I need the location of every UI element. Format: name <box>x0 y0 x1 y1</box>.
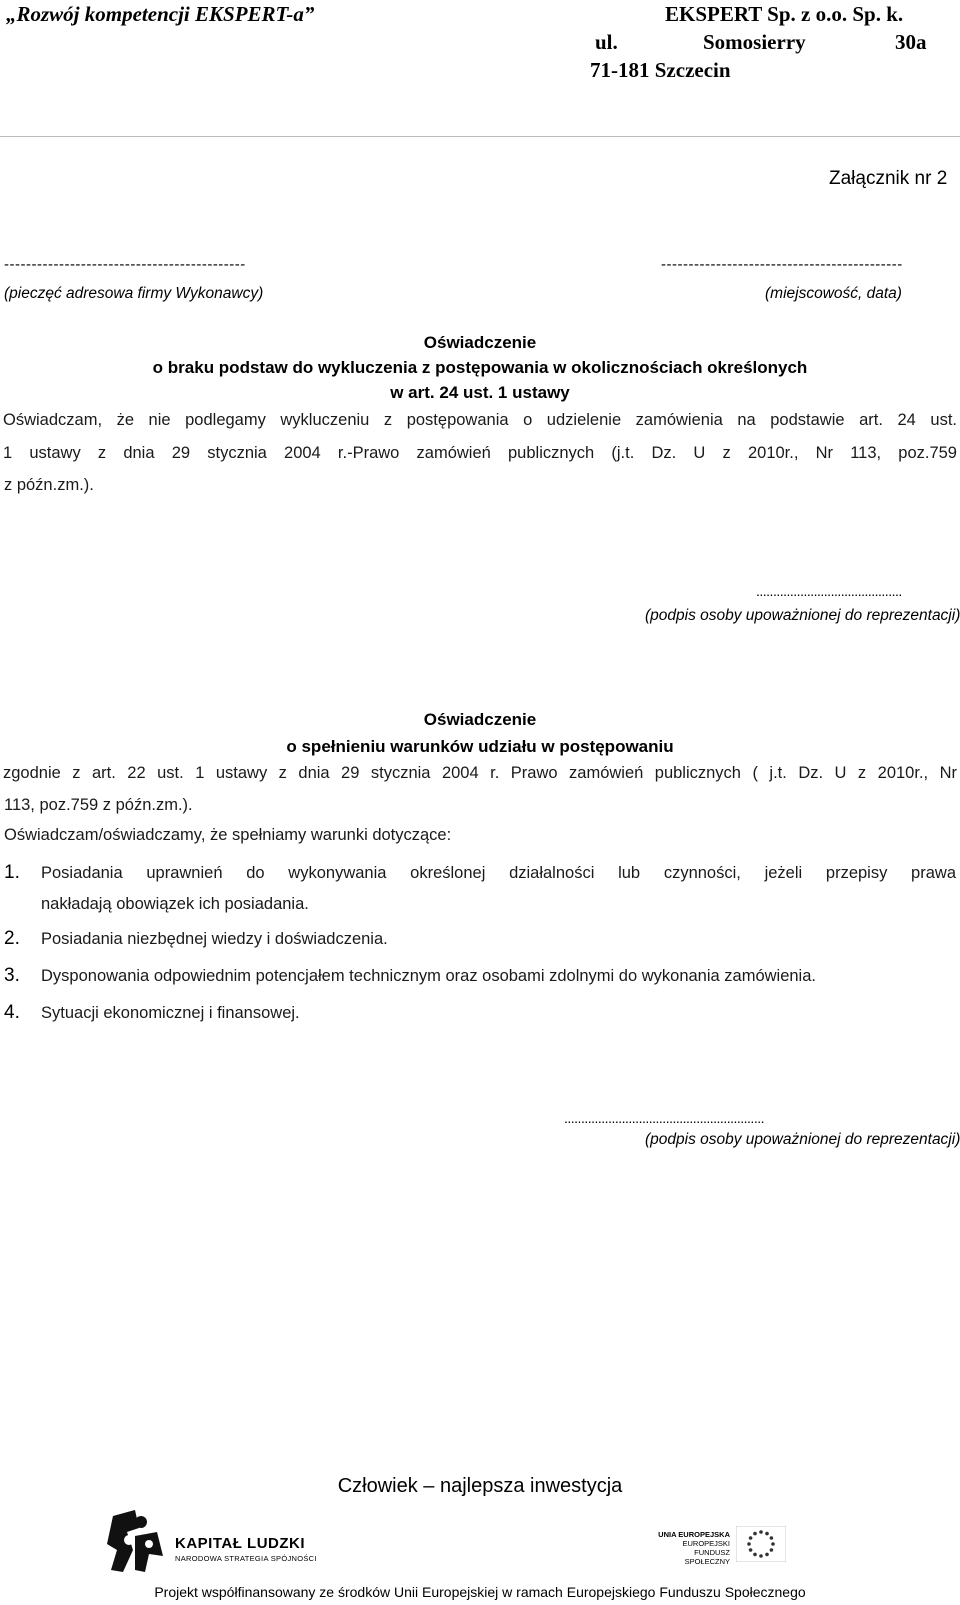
header-project-name: „Rozwój kompetencji EKSPERT-a” <box>6 2 315 26</box>
declaration2-signature-label: (podpis osoby upoważnionej do reprezentacji) <box>645 1131 960 1148</box>
declaration1-signature-label: (podpis osoby upoważnionej do reprezentacji) <box>645 607 960 624</box>
declaration1-body-line2: 1 ustawy z dnia 29 stycznia 2004 r.-Prawo zamówień publicznych (j.t. Dz. U z 2010r., Nr 113, poz.759 <box>3 444 957 462</box>
eu-logo-line3: FUNDUSZ SPOŁECZNY <box>684 1548 730 1566</box>
place-date-label: (miejscowość, data) <box>765 285 902 302</box>
list-item-number: 3. <box>4 965 20 986</box>
kapital-ludzki-title: KAPITAŁ LUDZKI <box>175 1535 306 1552</box>
header-address-street: Somosierry <box>703 30 806 54</box>
header-address-number: 30a <box>895 30 927 54</box>
declaration2-signature-line: ........................................................... <box>564 1110 764 1126</box>
declaration2-subtitle: o spełnieniu warunków udziału w postępowaniu <box>286 737 674 756</box>
list-item-number: 4. <box>4 1002 20 1023</box>
stamp-dash-line: -------------------------------------------- <box>4 256 246 273</box>
list-item-text: Dysponowania odpowiednim potencjałem technicznym oraz osobami zdolnymi do wykonania zamówienia. <box>41 967 816 985</box>
eu-flag-icon <box>736 1526 786 1562</box>
place-date-dash-line: -------------------------------------------- <box>661 256 903 273</box>
list-item-text-continued: nakładają obowiązek ich posiadania. <box>41 895 309 913</box>
declaration2-title: Oświadczenie <box>423 710 537 729</box>
declaration1-subtitle-line1: o braku podstaw do wykluczenia z postępowania w okolicznościach określonych <box>152 358 808 377</box>
kapital-ludzki-subtitle: NARODOWA STRATEGIA SPÓJNOŚCI <box>175 1554 317 1563</box>
header-company-name: EKSPERT Sp. z o.o. Sp. k. <box>665 2 904 26</box>
list-item-text: Posiadania uprawnień do wykonywania określonej działalności lub czynności, jeżeli przepisy prawa <box>41 864 956 882</box>
header-divider <box>0 136 960 137</box>
footer-slogan <box>0 1475 960 1498</box>
cofinancing-note: Projekt współfinansowany ze środków Unii Europejskiej w ramach Europejskiego Funduszu Społecznego <box>154 1584 806 1600</box>
declaration1-subtitle-line2: w art. 24 ust. 1 ustawy <box>390 383 570 402</box>
declaration2-body-line2: 113, poz.759 z późn.zm.). <box>4 796 193 814</box>
declaration1-title: Oświadczenie <box>423 333 537 352</box>
stamp-label: (pieczęć adresowa firmy Wykonawcy) <box>4 285 264 302</box>
header-address-city: 71-181 Szczecin <box>590 58 731 82</box>
list-item-number: 2. <box>4 928 20 949</box>
list-item-text: Posiadania niezbędnej wiedzy i doświadczenia. <box>41 930 388 948</box>
declaration2-body-line1: zgodnie z art. 22 ust. 1 ustawy z dnia 29 stycznia 2004 r. Prawo zamówień publicznych ( j.t. Dz. U z 2010r., Nr <box>3 764 957 782</box>
declaration2-intro: Oświadczam/oświadczamy, że spełniamy warunki dotyczące: <box>4 826 452 844</box>
footer-slogan-text: Człowiek – najlepsza inwestycja <box>334 1475 627 1497</box>
declaration1-body-line1: Oświadczam, że nie podlegamy wykluczeniu z postępowania o udzielenie zamówienia na podstawie art. 24 ust. <box>3 411 957 429</box>
declaration1-body-line3: z późn.zm.). <box>4 476 94 494</box>
kapital-ludzki-emblem-icon <box>105 1510 165 1574</box>
eu-logo-line1: UNIA EUROPEJSKA <box>658 1530 730 1539</box>
eu-logo-text <box>650 1530 730 1566</box>
declaration1-signature-line: ........................................... <box>756 583 902 599</box>
header-address-prefix: ul. <box>595 30 618 54</box>
list-item-number: 1. <box>4 862 20 883</box>
attachment-label: Załącznik nr 2 <box>829 168 948 189</box>
list-item-text: Sytuacji ekonomicznej i finansowej. <box>41 1004 300 1022</box>
eu-logo-line2: EUROPEJSKI <box>682 1539 730 1548</box>
